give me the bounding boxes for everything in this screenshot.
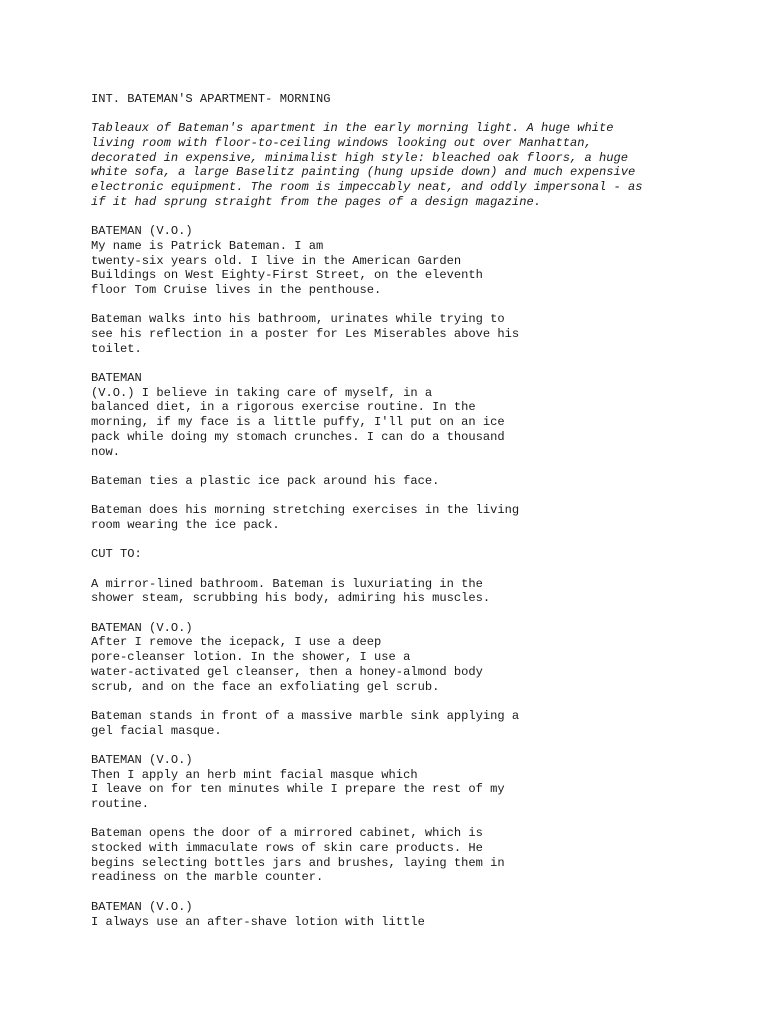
dialogue-2 bbox=[91, 371, 691, 459]
dialogue-3 bbox=[91, 621, 691, 694]
text-line: balanced diet, in a rigorous exercise routine. In the bbox=[91, 400, 476, 415]
text-line: water-activated gel cleanser, then a honey-almond body bbox=[91, 664, 483, 679]
text-line: Then I apply an herb mint facial masque which bbox=[91, 767, 418, 782]
text-line: Bateman stands in front of a massive marble sink applying a bbox=[91, 708, 520, 723]
block-spacer bbox=[91, 298, 691, 313]
scene-heading bbox=[91, 92, 691, 107]
text-line: Bateman opens the door of a mirrored cabinet, which is bbox=[91, 826, 483, 841]
text-line: BATEMAN (V.O.) bbox=[91, 620, 193, 635]
action-icepack bbox=[91, 474, 691, 489]
text-line: A mirror-lined bathroom. Bateman is luxuriating in the bbox=[91, 576, 483, 591]
text-line: begins selecting bottles jars and brushes, laying them in bbox=[91, 855, 505, 870]
screenplay-page bbox=[91, 92, 691, 929]
text-line: floor Tom Cruise lives in the penthouse. bbox=[91, 282, 382, 297]
text-line: toilet. bbox=[91, 341, 142, 356]
text-line: electronic equipment. The room is impeccably neat, and oddly impersonal - as bbox=[91, 180, 643, 195]
text-line: Bateman walks into his bathroom, urinates while trying to bbox=[91, 312, 505, 327]
text-line: shower steam, scrubbing his body, admiring his muscles. bbox=[91, 591, 491, 606]
text-line: stocked with immaculate rows of skin care products. He bbox=[91, 841, 483, 856]
text-line: (V.O.) I believe in taking care of myself, in a bbox=[91, 385, 433, 400]
dialogue-4 bbox=[91, 753, 691, 812]
action-tableaux bbox=[91, 121, 691, 209]
block-spacer bbox=[91, 533, 691, 548]
text-line: readiness on the marble counter. bbox=[91, 870, 324, 885]
action-bathroom bbox=[91, 312, 691, 356]
text-line: My name is Patrick Bateman. I am bbox=[91, 238, 324, 253]
text-line: BATEMAN (V.O.) bbox=[91, 752, 193, 767]
block-spacer bbox=[91, 562, 691, 577]
text-line: scrub, and on the face an exfoliating gel scrub. bbox=[91, 679, 440, 694]
text-line: CUT TO: bbox=[91, 547, 142, 562]
text-line: if it had sprung straight from the pages of a design magazine. bbox=[91, 194, 541, 209]
action-stretching bbox=[91, 503, 691, 532]
block-spacer bbox=[91, 489, 691, 504]
block-spacer bbox=[91, 812, 691, 827]
text-line: I leave on for ten minutes while I prepare the rest of my bbox=[91, 782, 505, 797]
text-line: Buildings on West Eighty-First Street, on the eleventh bbox=[91, 268, 483, 283]
transition-cut bbox=[91, 547, 691, 562]
text-line: pore-cleanser lotion. In the shower, I use a bbox=[91, 650, 411, 665]
dialogue-5 bbox=[91, 900, 691, 929]
text-line: Bateman ties a plastic ice pack around his face. bbox=[91, 473, 440, 488]
dialogue-1 bbox=[91, 224, 691, 297]
block-spacer bbox=[91, 356, 691, 371]
block-spacer bbox=[91, 694, 691, 709]
text-line: twenty-six years old. I live in the American Garden bbox=[91, 253, 462, 268]
text-line: Tableaux of Bateman's apartment in the early morning light. A huge white bbox=[91, 121, 614, 136]
block-spacer bbox=[91, 606, 691, 621]
text-line: room wearing the ice pack. bbox=[91, 517, 280, 532]
text-line: After I remove the icepack, I use a deep bbox=[91, 635, 382, 650]
text-line: Bateman does his morning stretching exercises in the living bbox=[91, 503, 520, 518]
text-line: routine. bbox=[91, 797, 150, 811]
action-cabinet bbox=[91, 826, 691, 885]
text-line: gel facial masque. bbox=[91, 723, 222, 738]
text-line: white sofa, a large Baselitz painting (hung upside down) and much expensive bbox=[91, 165, 636, 180]
action-sink bbox=[91, 709, 691, 738]
block-spacer bbox=[91, 459, 691, 474]
text-line: INT. BATEMAN'S APARTMENT- MORNING bbox=[91, 92, 331, 106]
action-shower bbox=[91, 577, 691, 606]
block-spacer bbox=[91, 738, 691, 753]
block-spacer bbox=[91, 885, 691, 900]
text-line: now. bbox=[91, 444, 121, 459]
text-line: see his reflection in a poster for Les Miserables above his bbox=[91, 327, 520, 341]
text-line: morning, if my face is a little puffy, I'll put on an ice bbox=[91, 415, 505, 430]
text-line: BATEMAN (V.O.) bbox=[91, 224, 193, 239]
block-spacer bbox=[91, 210, 691, 225]
text-line: BATEMAN (V.O.) bbox=[91, 899, 193, 914]
text-line: I always use an after-shave lotion with little bbox=[91, 914, 425, 929]
block-spacer bbox=[91, 107, 691, 122]
text-line: pack while doing my stomach crunches. I can do a thousand bbox=[91, 429, 505, 444]
text-line: decorated in expensive, minimalist high style: bleached oak floors, a huge bbox=[91, 150, 629, 165]
text-line: living room with floor-to-ceiling windows looking out over Manhattan, bbox=[91, 136, 592, 151]
text-line: BATEMAN bbox=[91, 371, 142, 386]
